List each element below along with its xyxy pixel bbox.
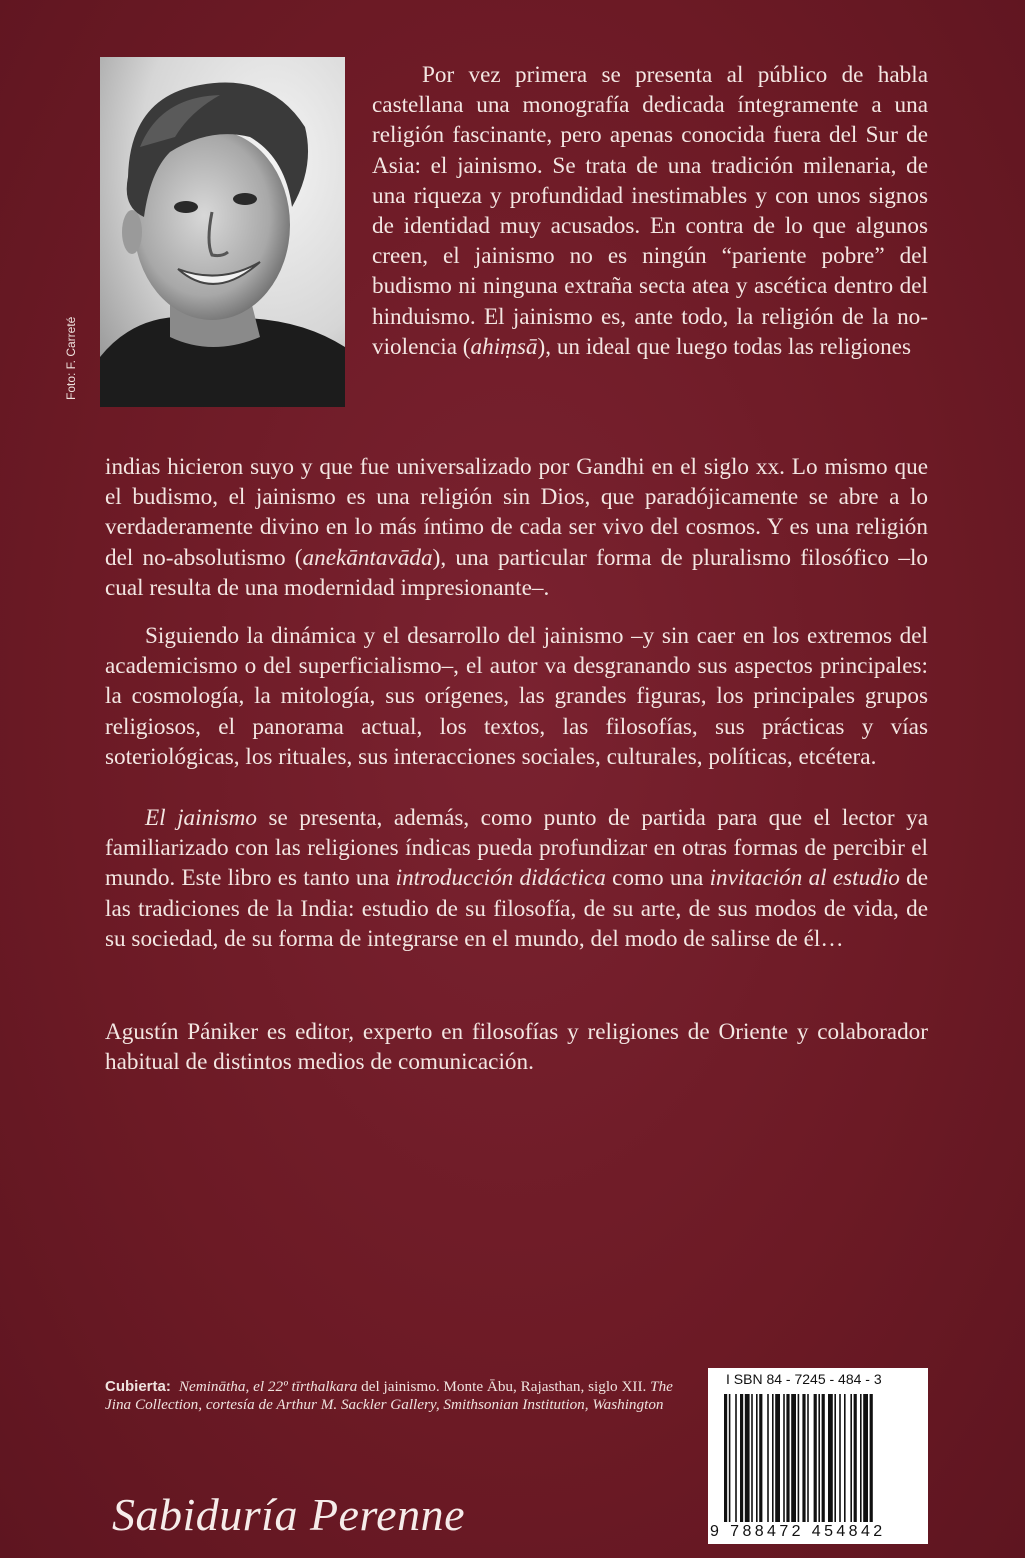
isbn-number: I SBN 84 - 7245 - 484 - 3 xyxy=(726,1371,882,1387)
blurb-paragraph-3: El jainismo se presenta, además, como punto de partida para que el lector ya familiarizado con las religiones índicas pueda profundizar en otras formas de percibir el mundo. Este libro es tanto una introducción didáctica como una invitación al estudio de las tradiciones de la India: estudio de su filosofía, de su arte, de sus modos de vida, de su sociedad, de su forma de integrarse en el mundo, del modo de salirse de él… xyxy=(105,805,929,952)
ean-number: 9 788472 454842 xyxy=(710,1523,886,1540)
term-anekantavada: anekāntavāda xyxy=(302,544,433,571)
author-portrait-image xyxy=(100,57,345,407)
barcode-bars xyxy=(724,1394,914,1522)
cover-credits-label: Cubierta: xyxy=(105,1378,171,1395)
author-bio: Agustín Pániker es editor, experto en filosofías y religiones de Oriente y colaborador habitual de distintos medios de comunicación. xyxy=(105,1019,928,1076)
photo-credit: Foto: F. Carreté xyxy=(64,316,78,400)
book-title-mention: El jainismo xyxy=(145,805,257,831)
blurb-paragraph-2: Siguiendo la dinámica y el desarrollo del jainismo –y sin caer en los extremos del academicismo o del superficialismo–, el autor va desgranando sus aspectos principales: la cosmología, la mitología, sus orígenes, las grandes figuras, los principales grupos religiosos, el panorama actual, los textos, las filosofías, sus prácticas y vías soteriológicas, los rituales, sus interacciones sociales, culturales, políticas, etcétera. xyxy=(105,623,928,770)
term-ahimsa: ahiṃsā xyxy=(470,333,538,360)
blurb-paragraph-1-top: Por vez primera se presenta al público de habla castellana una monografía dedicada íntegramente a una religión fascinante, pero apenas conocida fuera del Sur de Asia: el jainismo. Se trata de una tradición milenaria, de una riqueza y profundidad inestimables y con unos signos de identidad muy acusados. En contra de lo que algunos creen, el jainismo no es ningún “pariente pobre” del budismo ni ninguna extraña secta atea y ascética dentro del hinduismo. El jainismo es, ante todo, la religión de la no-violencia (ahiṃsā), un ideal que luego todas las religiones xyxy=(372,62,928,360)
cover-credits: Cubierta: Nemināthа, el 22º tīrthalkara del jainismo. Monte Ābu, Rajasthan, siglo XII. The Jina Collection, cortesía de Arthur M. Sackler Gallery, Smithsonian Institution, Washington xyxy=(105,1378,673,1413)
blurb-paragraph-1-bottom: indias hicieron suyo y que fue universalizado por Gandhi en el siglo xx. Lo mismo que el budismo, el jainismo es una religión sin Dios, que paradójicamente se abre a lo verdaderamente divino en lo más íntimo de cada ser vivo del cosmos. Y es una religión del no-absolutismo (anekāntavāda), una particular forma de pluralismo filosófico –lo cual resulta de una modernidad impresionante–. xyxy=(105,454,928,601)
series-name: Sabiduría Perenne xyxy=(112,1489,466,1540)
author-photo xyxy=(100,57,345,407)
isbn-barcode xyxy=(708,1368,928,1544)
